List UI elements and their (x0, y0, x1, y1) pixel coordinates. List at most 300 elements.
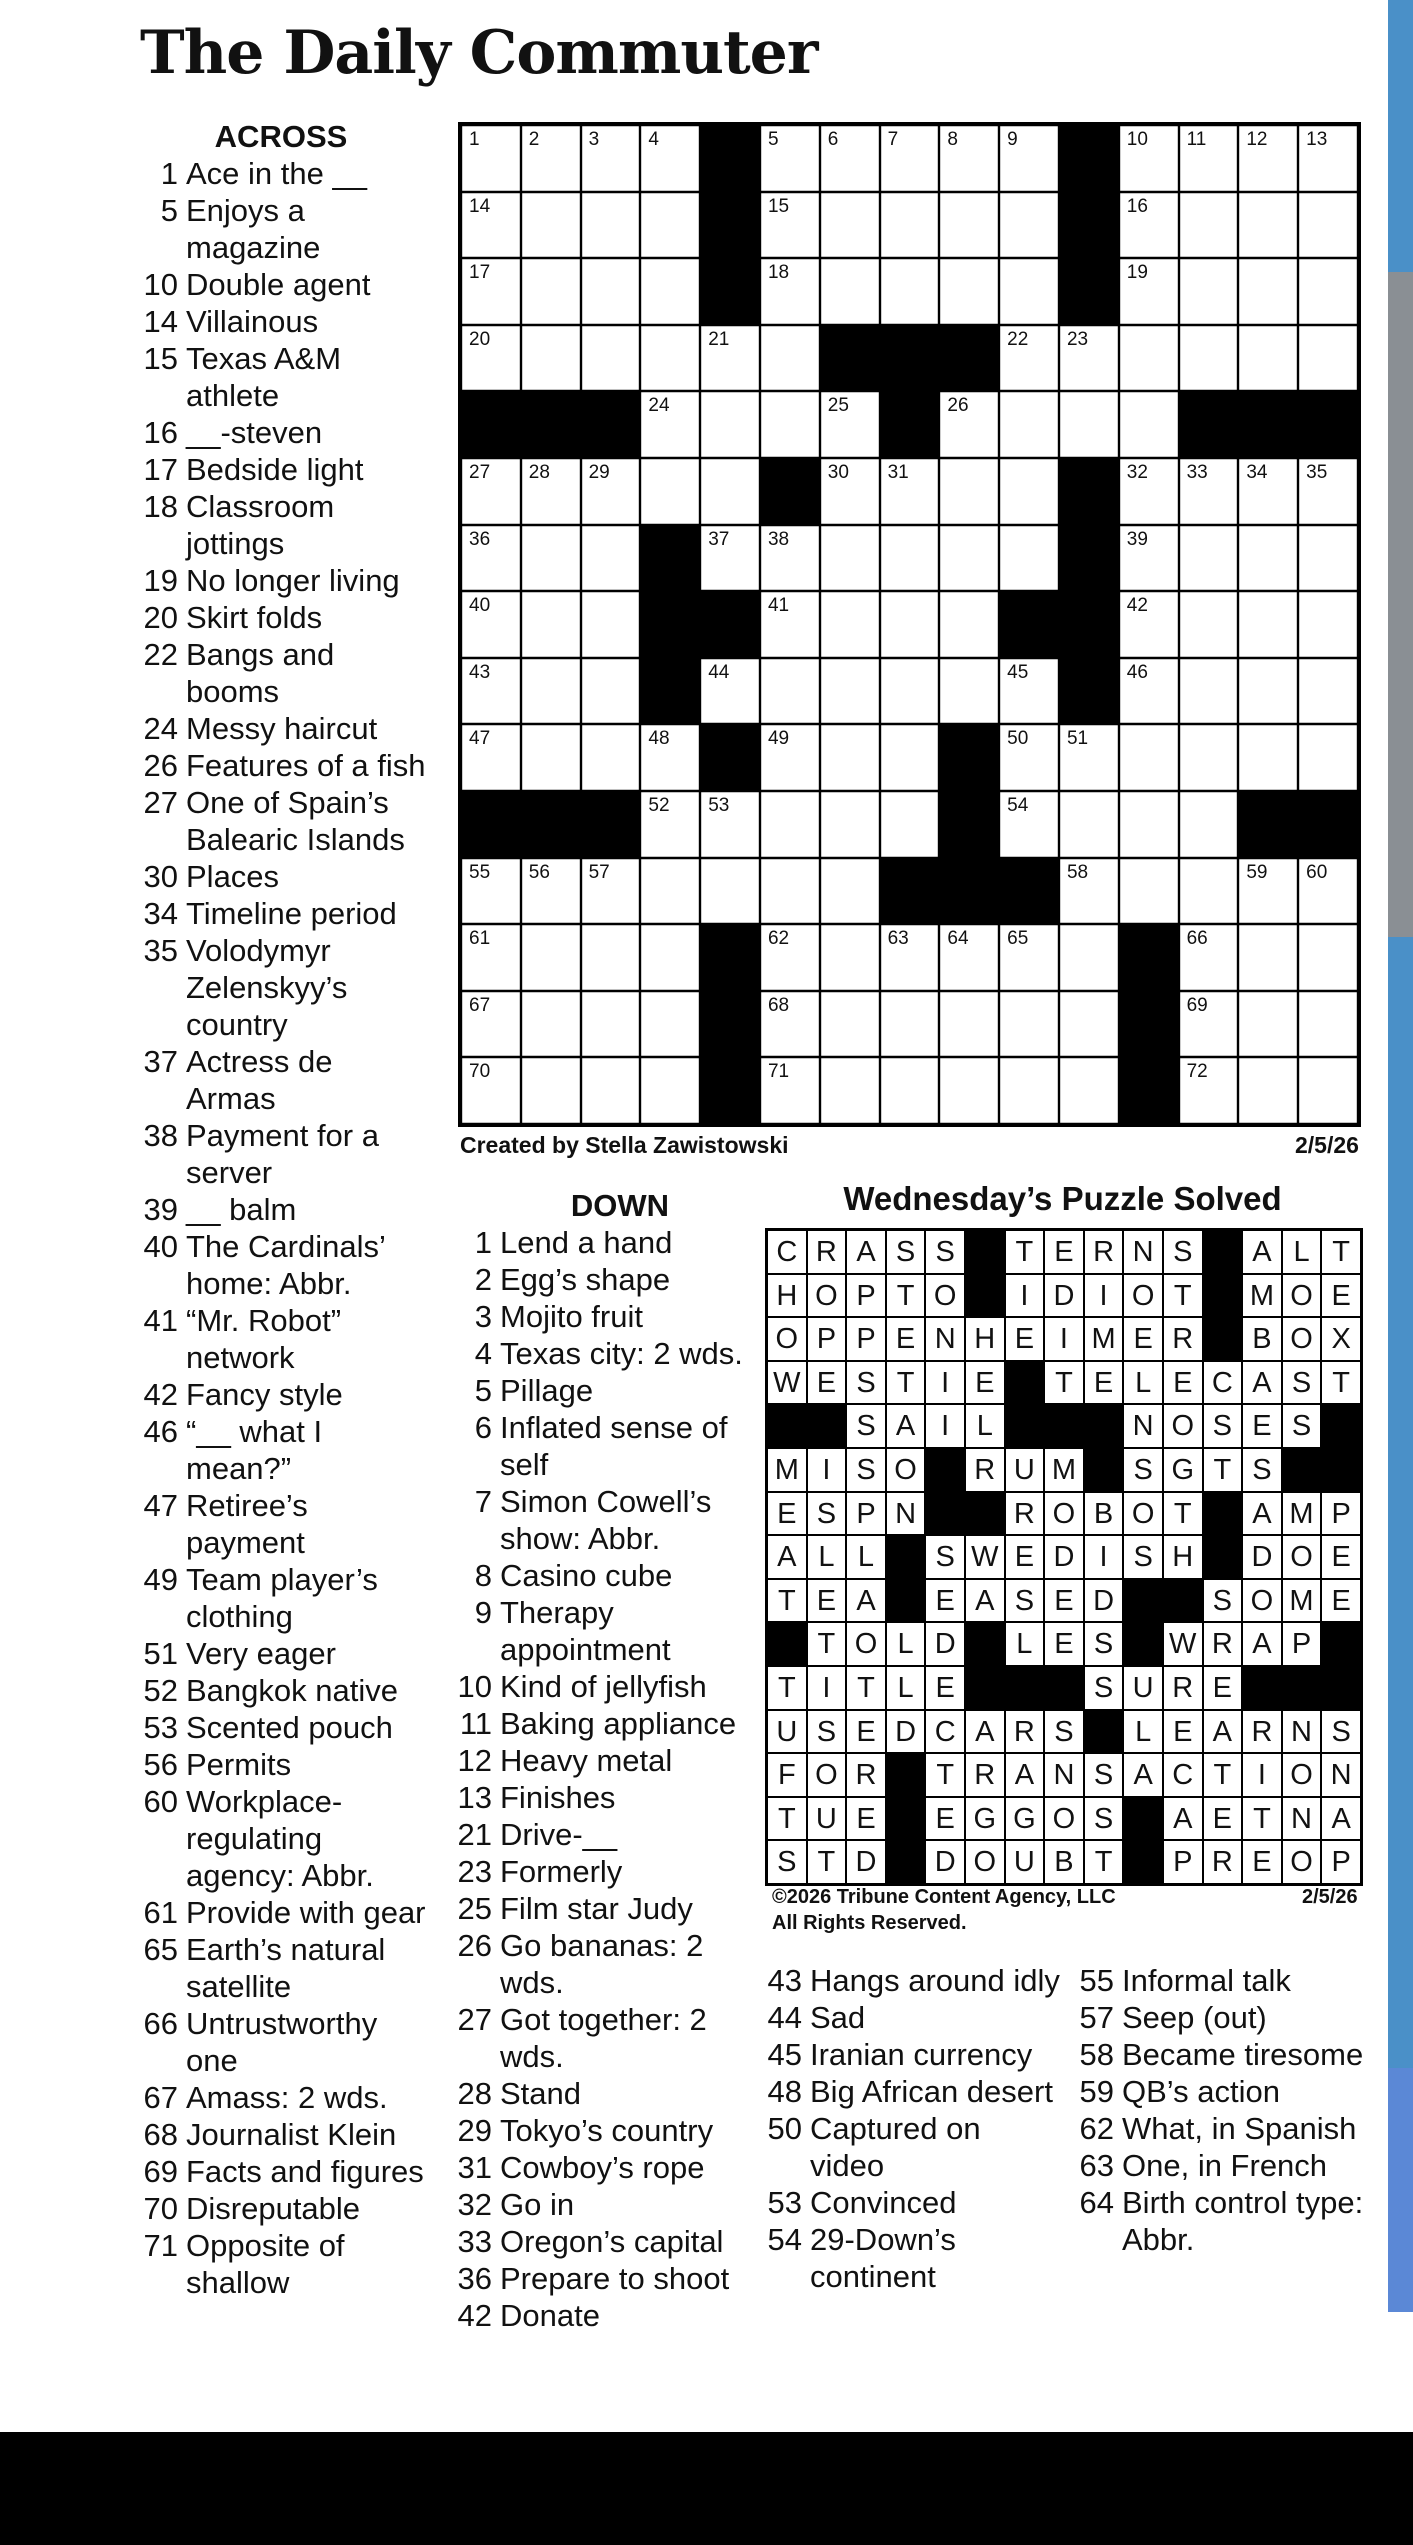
black-square (1059, 525, 1119, 592)
solution-cell: S (846, 1361, 886, 1405)
grid-cell (760, 1057, 820, 1124)
clue-text: Kind of jellyfish (500, 1669, 707, 1704)
clue-number: 14 (143, 304, 178, 339)
solution-cell: E (965, 1361, 1005, 1405)
clue-number: 5 (474, 1373, 492, 1408)
clue-number: 52 (143, 1673, 178, 1708)
grid-cell (999, 258, 1059, 325)
down-clues (450, 1187, 750, 2334)
cell-number: 27 (469, 461, 491, 483)
black-square (1059, 658, 1119, 725)
clue-item (136, 414, 426, 451)
down-clue-list (450, 1224, 750, 2334)
clue-number: 50 (767, 2111, 802, 2146)
grid-cell (1238, 724, 1298, 791)
solution-cell: U (767, 1710, 807, 1754)
solution-cell: A (1005, 1753, 1045, 1797)
clue-number: 71 (143, 2228, 178, 2263)
solution-cell: L (965, 1404, 1005, 1448)
solution-black-square (1123, 1622, 1163, 1666)
grid-cell (581, 1057, 641, 1124)
clue-text: Timeline period (186, 896, 397, 931)
grid-cell (880, 525, 940, 592)
cell-number: 12 (1246, 129, 1268, 150)
solution-black-square (925, 1448, 965, 1492)
solution-black-square (1321, 1622, 1361, 1666)
solution-cell: S (1123, 1535, 1163, 1579)
clue-number: 10 (143, 267, 178, 302)
clue-text: Bangkok native (186, 1673, 398, 1708)
cell-number: 45 (1007, 661, 1029, 683)
cell-number: 30 (827, 461, 849, 483)
clue-text: 29-Down’s continent (810, 2222, 956, 2294)
bottom-bar (0, 2432, 1413, 2545)
solution-cell: S (767, 1840, 807, 1884)
solution-cell: I (1242, 1753, 1282, 1797)
cell-number: 23 (1066, 328, 1089, 350)
clue-text: Fancy style (186, 1377, 343, 1412)
clue-text: Enjoys a magazine (186, 193, 321, 265)
solution-cell: T (1242, 1797, 1282, 1841)
grid-cell (1238, 192, 1298, 259)
grid-cell (999, 192, 1059, 259)
clue-number: 20 (143, 600, 178, 635)
cell-number: 37 (708, 528, 730, 550)
grid-cell (1179, 125, 1239, 192)
solution-cell: E (1163, 1361, 1203, 1405)
solution-cell: A (846, 1230, 886, 1274)
grid-cell (581, 125, 641, 192)
cell-number: 28 (528, 461, 550, 483)
black-square (999, 591, 1059, 658)
solution-cell: T (1203, 1753, 1243, 1797)
solution-black-square (886, 1753, 926, 1797)
grid-cell (461, 525, 521, 592)
solution-cell: T (1084, 1840, 1124, 1884)
grid-cell (760, 591, 820, 658)
grid-cell (1119, 325, 1179, 392)
black-square (1298, 791, 1358, 858)
cell-number: 65 (1007, 928, 1029, 950)
solution-black-square (925, 1492, 965, 1536)
solution-black-square (886, 1579, 926, 1623)
grid-cell (1179, 991, 1239, 1058)
grid-cell (461, 258, 521, 325)
cell-number: 20 (469, 328, 491, 350)
grid-cell (700, 791, 760, 858)
cell-number: 16 (1126, 195, 1148, 217)
grid-cell (1179, 724, 1239, 791)
grid-cell (640, 192, 700, 259)
grid-cell (1179, 192, 1239, 259)
clue-text: “__ what I mean?” (186, 1414, 323, 1486)
grid-cell (1298, 458, 1358, 525)
solution-cell: E (767, 1492, 807, 1536)
puzzle-credit: Created by Stella Zawistowski (460, 1132, 789, 1158)
black-square (999, 858, 1059, 925)
crossword-grid (458, 122, 1361, 1127)
clue-number: 70 (143, 2191, 178, 2226)
solution-cell: O (1282, 1840, 1322, 1884)
clue-text: Ace in the __ (186, 156, 367, 191)
solution-cell: S (807, 1492, 847, 1536)
grid-cell (1119, 858, 1179, 925)
black-square (521, 391, 581, 458)
clue-number: 47 (143, 1488, 178, 1523)
cell-number: 41 (767, 595, 790, 617)
cell-number: 4 (648, 129, 659, 150)
grid-cell (880, 458, 940, 525)
cell-number: 57 (588, 861, 610, 883)
cell-number: 42 (1126, 595, 1148, 617)
clue-number: 35 (143, 933, 178, 968)
clue-item (760, 2110, 1060, 2184)
clue-item (450, 1927, 750, 2001)
clue-number: 24 (143, 711, 178, 746)
clue-text: Cowboy’s rope (500, 2150, 705, 2185)
clue-item (136, 1672, 426, 1709)
puzzle-date: 2/5/26 (1295, 1132, 1359, 1158)
solution-cell: O (1282, 1317, 1322, 1361)
grid-cell (1059, 724, 1119, 791)
cell-number: 22 (1007, 328, 1029, 350)
grid-cell (1238, 325, 1298, 392)
solution-cell: I (1084, 1535, 1124, 1579)
grid-cell (521, 724, 581, 791)
clue-text: “Mr. Robot” network (186, 1303, 342, 1375)
solution-cell: E (1242, 1404, 1282, 1448)
black-square (700, 1057, 760, 1124)
solution-cell: P (1321, 1492, 1361, 1536)
grid-cell (581, 325, 641, 392)
grid-cell (999, 924, 1059, 991)
solution-cell: T (807, 1840, 847, 1884)
solution-cell: E (846, 1797, 886, 1841)
clue-text: Film star Judy (500, 1891, 693, 1926)
clue-text: Permits (186, 1747, 292, 1782)
clue-item (136, 747, 426, 784)
solution-cell: R (965, 1448, 1005, 1492)
solution-cell: A (1242, 1230, 1282, 1274)
grid-cell (999, 658, 1059, 725)
solution-cell: S (1044, 1710, 1084, 1754)
solution-cell: D (925, 1840, 965, 1884)
grid-cell (820, 991, 880, 1058)
solution-cell: U (1005, 1840, 1045, 1884)
cell-number: 24 (648, 395, 670, 417)
clue-number: 56 (143, 1747, 178, 1782)
grid-cell (820, 125, 880, 192)
clue-text: Provide with gear (186, 1895, 426, 1930)
solution-black-square (1084, 1404, 1124, 1448)
solution-black-square (965, 1230, 1005, 1274)
grid-cell (880, 924, 940, 991)
black-square (1238, 791, 1298, 858)
clue-text: Became tiresome (1122, 2037, 1364, 2072)
solution-cell: S (1282, 1361, 1322, 1405)
clue-item (450, 2149, 750, 2186)
page-edge-photo (1388, 272, 1413, 937)
grid-cell (1298, 192, 1358, 259)
grid-cell (880, 258, 940, 325)
solution-cell: C (767, 1230, 807, 1274)
grid-cell (760, 325, 820, 392)
solution-cell: P (846, 1317, 886, 1361)
solution-cell: E (1123, 1317, 1163, 1361)
cell-number: 61 (469, 928, 491, 950)
clue-number: 63 (1079, 2148, 1114, 2183)
solution-black-square (1084, 1448, 1124, 1492)
black-square (1179, 391, 1239, 458)
clue-text: Actress de Armas (186, 1044, 333, 1116)
clue-text: No longer living (186, 563, 400, 598)
cell-number: 50 (1007, 728, 1029, 750)
grid-cell (1298, 258, 1358, 325)
clue-item (136, 340, 426, 414)
solution-cell: T (1005, 1230, 1045, 1274)
grid-cell (700, 325, 760, 392)
grid-cell (760, 258, 820, 325)
grid-cell (1298, 525, 1358, 592)
grid-cell (760, 525, 820, 592)
clue-text: Very eager (186, 1636, 336, 1671)
grid-cell (820, 591, 880, 658)
grid-cell (1119, 391, 1179, 458)
solution-cell: S (925, 1230, 965, 1274)
solution-cell: L (846, 1535, 886, 1579)
clue-number: 42 (457, 2298, 492, 2333)
solution-cell: S (1084, 1797, 1124, 1841)
cell-number: 39 (1126, 528, 1148, 550)
clue-number: 37 (143, 1044, 178, 1079)
solution-black-square (1005, 1404, 1045, 1448)
grid-cell (760, 724, 820, 791)
solution-cell: C (925, 1710, 965, 1754)
clue-number: 46 (143, 1414, 178, 1449)
across-clues (136, 118, 426, 2301)
solution-cell: O (1282, 1274, 1322, 1318)
grid-cell (1298, 1057, 1358, 1124)
clue-number: 53 (767, 2185, 802, 2220)
clue-text: Convinced (810, 2185, 957, 2220)
cell-number: 6 (827, 129, 839, 150)
clue-number: 68 (143, 2117, 178, 2152)
clue-item (136, 266, 426, 303)
solution-black-square (1123, 1840, 1163, 1884)
grid-cell (939, 991, 999, 1058)
clue-number: 54 (767, 2222, 802, 2257)
black-square (1059, 458, 1119, 525)
clue-text: Finishes (500, 1780, 616, 1815)
cell-number: 14 (469, 195, 491, 217)
clue-number: 48 (767, 2074, 802, 2109)
grid-cell (640, 991, 700, 1058)
clue-item (760, 2073, 1060, 2110)
clue-number: 6 (474, 1410, 492, 1445)
solution-cell: S (925, 1535, 965, 1579)
grid-cell (1298, 591, 1358, 658)
cell-number: 55 (469, 861, 491, 883)
grid-cell (939, 924, 999, 991)
clue-text: Tokyo’s country (500, 2113, 714, 2148)
clue-text: Opposite of shallow (186, 2228, 345, 2300)
clue-text: Bangs and booms (186, 637, 335, 709)
solution-black-square (965, 1492, 1005, 1536)
black-square (700, 591, 760, 658)
solution-black-square (1005, 1361, 1045, 1405)
clue-text: Texas city: 2 wds. (500, 1336, 743, 1371)
solution-cell: U (807, 1797, 847, 1841)
cell-number: 59 (1246, 861, 1268, 883)
black-square (1298, 391, 1358, 458)
grid-cell (581, 924, 641, 991)
clue-item (136, 784, 426, 858)
solution-cell: O (1282, 1753, 1322, 1797)
solution-cell: R (1203, 1622, 1243, 1666)
clue-item (450, 1483, 750, 1557)
solution-cell: W (965, 1535, 1005, 1579)
grid-cell (521, 125, 581, 192)
page-edge-accent (1388, 2068, 1413, 2312)
solution-cell: T (1163, 1274, 1203, 1318)
clue-item (136, 636, 426, 710)
solution-cell: P (1163, 1840, 1203, 1884)
cell-number: 71 (767, 1061, 790, 1083)
black-square (521, 791, 581, 858)
solution-cell: A (1242, 1361, 1282, 1405)
grid-cell (760, 858, 820, 925)
solution-cell: E (1084, 1361, 1124, 1405)
black-square (700, 724, 760, 791)
solution-cell: A (846, 1579, 886, 1623)
clue-number: 31 (457, 2150, 492, 2185)
clue-item (760, 1999, 1060, 2036)
solution-cell: N (886, 1492, 926, 1536)
solution-cell: S (886, 1230, 926, 1274)
solution-cell: S (1282, 1404, 1322, 1448)
clue-text: Heavy metal (500, 1743, 673, 1778)
cell-number: 2 (528, 129, 540, 150)
solution-cell: M (1282, 1492, 1322, 1536)
grid-cell (521, 192, 581, 259)
clue-number: 21 (457, 1817, 492, 1852)
grid-cell (880, 791, 940, 858)
grid-cell (461, 192, 521, 259)
black-square (880, 858, 940, 925)
solution-black-square (1282, 1448, 1322, 1492)
clue-item (1072, 2184, 1372, 2258)
clue-text: Big African desert (810, 2074, 1053, 2109)
grid-cell (820, 658, 880, 725)
solution-cell: O (767, 1317, 807, 1361)
solution-cell: S (1203, 1579, 1243, 1623)
solution-cell: P (1282, 1622, 1322, 1666)
clue-text: __ balm (186, 1192, 297, 1227)
solution-cell: S (1084, 1666, 1124, 1710)
solution-cell: S (846, 1404, 886, 1448)
clue-item (450, 2186, 750, 2223)
grid-cell (581, 458, 641, 525)
cell-number: 69 (1186, 994, 1208, 1016)
solution-cell: E (1044, 1579, 1084, 1623)
clue-item (136, 1302, 426, 1376)
black-square (1059, 125, 1119, 192)
cell-number: 49 (767, 728, 790, 750)
black-square (1119, 991, 1179, 1058)
cell-number: 18 (767, 262, 790, 284)
clue-text: Casino cube (500, 1558, 673, 1593)
solution-cell: M (767, 1448, 807, 1492)
black-square (640, 591, 700, 658)
solution-black-square (1321, 1666, 1361, 1710)
clue-item (450, 1853, 750, 1890)
clue-item (450, 1668, 750, 1705)
solution-cell: C (1163, 1753, 1203, 1797)
grid-cell (640, 924, 700, 991)
clue-text: Scented pouch (186, 1710, 393, 1745)
grid-cell (700, 391, 760, 458)
grid-cell (461, 924, 521, 991)
grid-cell (820, 791, 880, 858)
grid-cell (640, 858, 700, 925)
clue-number: 27 (457, 2002, 492, 2037)
solution-black-square (1044, 1404, 1084, 1448)
grid-cell (581, 858, 641, 925)
solution-cell: D (1044, 1535, 1084, 1579)
grid-cell (939, 1057, 999, 1124)
clue-item (136, 895, 426, 932)
down-clues-continued-1 (760, 1962, 1060, 2295)
black-square (640, 658, 700, 725)
clue-number: 42 (143, 1377, 178, 1412)
grid-cell (880, 192, 940, 259)
grid-cell (1179, 858, 1239, 925)
clue-item (450, 1409, 750, 1483)
solution-cell: O (886, 1448, 926, 1492)
solution-cell: P (846, 1274, 886, 1318)
grid-cell (1298, 924, 1358, 991)
cell-number: 10 (1126, 129, 1148, 150)
grid-cell (640, 724, 700, 791)
clue-number: 41 (143, 1303, 178, 1338)
clue-text: Mojito fruit (500, 1299, 643, 1334)
solution-cell: O (807, 1274, 847, 1318)
grid-cell (1119, 591, 1179, 658)
grid-cell (880, 125, 940, 192)
solution-cell: B (1044, 1840, 1084, 1884)
grid-cell (1238, 125, 1298, 192)
grid-cell (820, 924, 880, 991)
copyright-line: ©2026 Tribune Content Agency, LLC (772, 1886, 1116, 1908)
grid-cell (1238, 591, 1298, 658)
clue-text: Features of a fish (186, 748, 426, 783)
clue-text: Classroom jottings (186, 489, 335, 561)
solution-cell: O (925, 1274, 965, 1318)
cell-number: 15 (767, 195, 790, 217)
clue-number: 22 (143, 637, 178, 672)
grid-cell (1119, 724, 1179, 791)
solution-cell: L (1005, 1622, 1045, 1666)
solution-cell: G (1163, 1448, 1203, 1492)
grid-cell (640, 458, 700, 525)
grid-cell (1298, 125, 1358, 192)
grid-cell (820, 1057, 880, 1124)
clue-item (450, 2223, 750, 2260)
cell-number: 36 (469, 528, 491, 550)
grid-cell (1059, 991, 1119, 1058)
clue-item (1072, 2073, 1372, 2110)
solution-cell: R (1163, 1317, 1203, 1361)
